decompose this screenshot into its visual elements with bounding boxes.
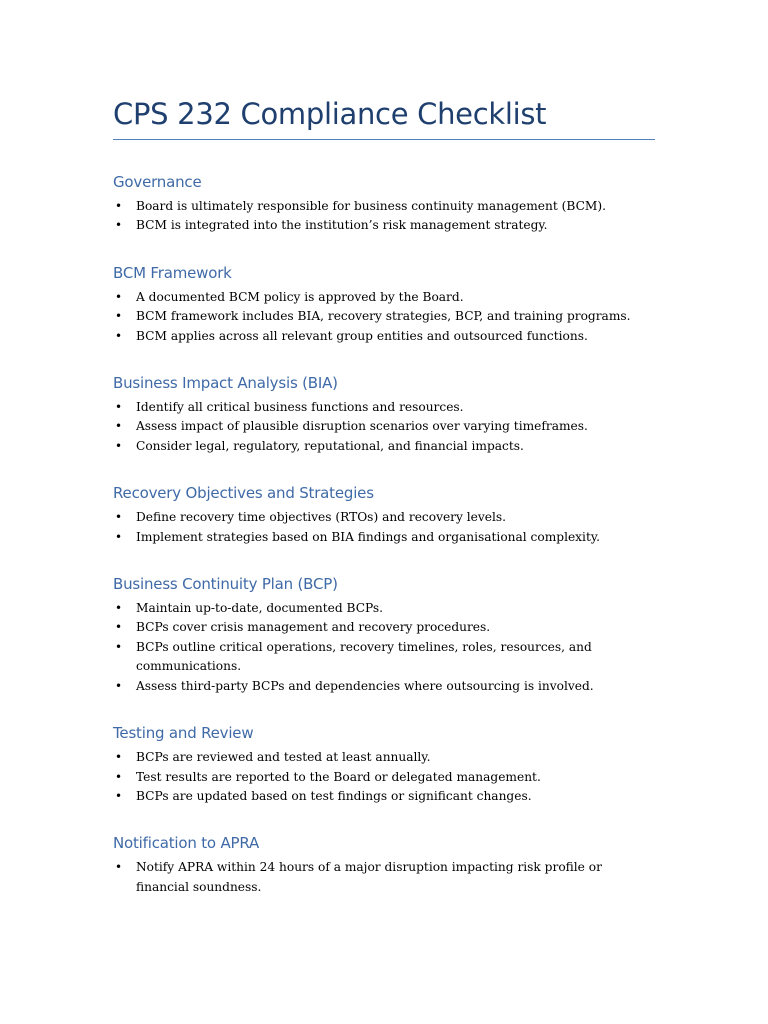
bullet-icon: • (115, 678, 123, 693)
bullet-list (113, 508, 658, 547)
title-underline (113, 139, 655, 140)
section-heading: BCM Framework (113, 263, 232, 282)
checklist-section (113, 481, 658, 547)
checklist-section (113, 721, 658, 806)
checklist-section (113, 170, 658, 236)
bullet-list (113, 599, 658, 696)
list-item (113, 618, 658, 637)
section-heading: Notification to APRA (113, 834, 260, 853)
list-item (113, 677, 658, 696)
bullet-icon: • (115, 860, 123, 875)
list-item-text: Identify all critical business functions and resources. (136, 400, 464, 415)
list-item (113, 288, 658, 307)
bullet-icon: • (115, 438, 123, 453)
list-item-text: BCPs are updated based on test findings or significant changes. (136, 788, 532, 803)
bullet-icon: • (115, 328, 123, 343)
list-item (113, 528, 658, 547)
bullet-icon: • (115, 218, 123, 233)
list-item (113, 398, 658, 417)
bullet-icon: • (115, 309, 123, 324)
list-item-text: BCPs cover crisis management and recovery procedures. (136, 620, 491, 635)
checklist-body (113, 170, 658, 922)
bullet-icon: • (115, 601, 123, 616)
bullet-icon: • (115, 639, 123, 654)
list-item-text: Notify APRA within 24 hours of a major disruption impacting risk profile or financial soundness. (136, 860, 602, 894)
list-item (113, 768, 658, 787)
list-item (113, 508, 658, 527)
bullet-icon: • (115, 510, 123, 525)
section-heading: Recovery Objectives and Strategies (113, 484, 374, 503)
bullet-list (113, 748, 658, 806)
section-heading: Business Continuity Plan (BCP) (113, 575, 338, 594)
list-item (113, 327, 658, 346)
bullet-icon: • (115, 788, 123, 803)
list-item (113, 417, 658, 436)
list-item (113, 787, 658, 806)
bullet-list (113, 858, 658, 897)
list-item (113, 216, 658, 235)
list-item-text: Define recovery time objectives (RTOs) and recovery levels. (136, 510, 506, 525)
bullet-icon: • (115, 400, 123, 415)
list-item (113, 748, 658, 767)
bullet-icon: • (115, 529, 123, 544)
bullet-list (113, 398, 658, 456)
bullet-icon: • (115, 769, 123, 784)
checklist-section (113, 572, 658, 696)
bullet-icon: • (115, 289, 123, 304)
list-item-text: A documented BCM policy is approved by the Board. (136, 289, 464, 304)
list-item (113, 437, 658, 456)
list-item-text: Implement strategies based on BIA findings and organisational complexity. (136, 529, 600, 544)
checklist-section (113, 371, 658, 456)
section-heading: Testing and Review (113, 724, 254, 743)
bullet-list (113, 197, 658, 236)
list-item-text: Assess third-party BCPs and dependencies where outsourcing is involved. (136, 678, 594, 693)
list-item (113, 197, 658, 216)
list-item-text: Test results are reported to the Board or delegated management. (136, 769, 541, 784)
list-item-text: Assess impact of plausible disruption scenarios over varying timeframes. (136, 419, 588, 434)
section-heading: Governance (113, 173, 202, 191)
bullet-list (113, 288, 658, 346)
list-item (113, 858, 658, 897)
bullet-icon: • (115, 750, 123, 765)
list-item (113, 599, 658, 618)
list-item-text: Consider legal, regulatory, reputational, and financial impacts. (136, 438, 524, 453)
list-item-text: BCM framework includes BIA, recovery strategies, BCP, and training programs. (136, 309, 631, 324)
section-heading: Business Impact Analysis (BIA) (113, 374, 338, 393)
list-item (113, 638, 658, 677)
bullet-icon: • (115, 620, 123, 635)
list-item-text: BCM applies across all relevant group entities and outsourced functions. (136, 328, 588, 343)
bullet-icon: • (115, 419, 123, 434)
list-item-text: Board is ultimately responsible for business continuity management (BCM). (136, 199, 607, 213)
checklist-section (113, 831, 658, 897)
list-item (113, 307, 658, 326)
list-item-text: BCPs are reviewed and tested at least annually. (136, 750, 431, 765)
list-item-text: Maintain up-to-date, documented BCPs. (136, 601, 384, 616)
bullet-icon: • (115, 199, 123, 213)
list-item-text: BCPs outline critical operations, recovery timelines, roles, resources, and communications. (136, 639, 592, 674)
page-title: CPS 232 Compliance Checklist (113, 97, 547, 131)
checklist-section (113, 261, 658, 346)
list-item-text: BCM is integrated into the institution’s risk management strategy. (136, 218, 548, 233)
